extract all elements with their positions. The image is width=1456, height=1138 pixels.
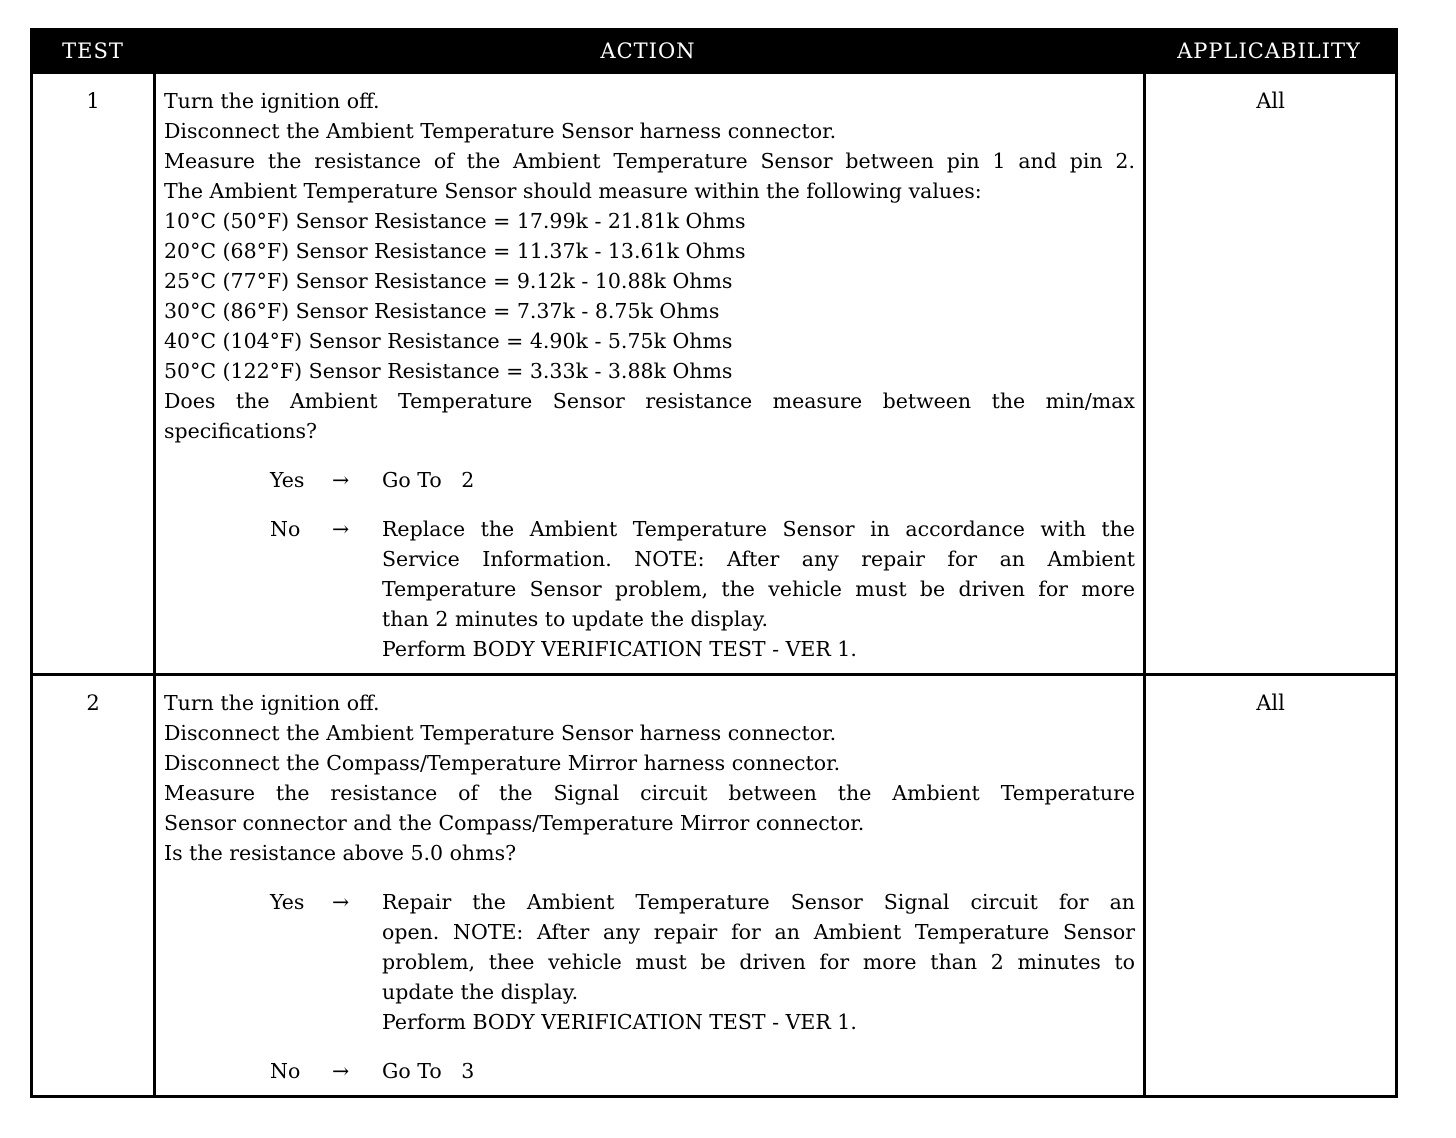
option-line: update the display. bbox=[382, 980, 579, 1004]
result-option-yes bbox=[270, 887, 1135, 1037]
action-cell bbox=[156, 676, 1146, 1095]
table-row bbox=[33, 71, 1395, 673]
action-line: Disconnect the Ambient Temperature Sensor harness connector. bbox=[164, 721, 837, 745]
arrow-icon: → bbox=[332, 890, 350, 914]
arrow-icon: → bbox=[332, 468, 350, 492]
option-action bbox=[382, 514, 1135, 664]
option-label: No bbox=[270, 1059, 301, 1083]
result-option-yes bbox=[270, 465, 1135, 495]
table-header bbox=[33, 31, 1395, 71]
option-label: No bbox=[270, 517, 301, 541]
action-line: Sensor connector and the Compass/Temperature Mirror connector. bbox=[164, 811, 865, 835]
result-option-no bbox=[270, 514, 1135, 664]
action-line: Measure the resistance of the Ambient Temperature Sensor between pin 1 and pin 2. bbox=[164, 149, 1135, 173]
action-line: 30°C (86°F) Sensor Resistance = 7.37k - 8.75k Ohms bbox=[164, 299, 720, 323]
option-label: Yes bbox=[270, 468, 305, 492]
arrow-icon: → bbox=[332, 1059, 350, 1083]
applicability: All bbox=[1256, 89, 1285, 113]
test-number: 2 bbox=[33, 676, 156, 1095]
option-line: Go To 2 bbox=[382, 468, 475, 492]
option-line: Temperature Sensor problem, the vehicle must be driven for more bbox=[382, 577, 1135, 601]
action-line: 40°C (104°F) Sensor Resistance = 4.90k - 5.75k Ohms bbox=[164, 329, 733, 353]
action-line: The Ambient Temperature Sensor should measure within the following values: bbox=[164, 179, 982, 203]
action-line: Does the Ambient Temperature Sensor resistance measure between the min/max bbox=[164, 389, 1135, 413]
action-cell bbox=[156, 74, 1146, 673]
header-action: ACTION bbox=[600, 39, 696, 63]
option-line: Service Information. NOTE: After any repair for an Ambient bbox=[382, 547, 1135, 571]
option-line: problem, thee vehicle must be driven for more than 2 minutes to bbox=[382, 950, 1135, 974]
result-option-no bbox=[270, 1056, 1135, 1086]
option-action bbox=[382, 465, 1135, 495]
option-line: than 2 minutes to update the display. bbox=[382, 607, 768, 631]
action-line: Measure the resistance of the Signal circuit between the Ambient Temperature bbox=[164, 781, 1135, 805]
option-action bbox=[382, 887, 1135, 1037]
table-row bbox=[33, 673, 1395, 1095]
action-line: 20°C (68°F) Sensor Resistance = 11.37k - 13.61k Ohms bbox=[164, 239, 746, 263]
action-line: specifications? bbox=[164, 419, 318, 443]
action-line: Turn the ignition off. bbox=[164, 89, 380, 113]
option-line: Go To 3 bbox=[382, 1059, 475, 1083]
action-line: 50°C (122°F) Sensor Resistance = 3.33k - 3.88k Ohms bbox=[164, 359, 733, 383]
option-line: Repair the Ambient Temperature Sensor Signal circuit for an bbox=[382, 890, 1135, 914]
action-line: Disconnect the Ambient Temperature Sensor harness connector. bbox=[164, 119, 837, 143]
diagnostic-test-table bbox=[30, 28, 1398, 1098]
applicability: All bbox=[1256, 691, 1285, 715]
option-line: open. NOTE: After any repair for an Ambient Temperature Sensor bbox=[382, 920, 1135, 944]
action-line: 25°C (77°F) Sensor Resistance = 9.12k - 10.88k Ohms bbox=[164, 269, 733, 293]
option-line: Perform BODY VERIFICATION TEST - VER 1. bbox=[382, 1010, 857, 1034]
option-label: Yes bbox=[270, 890, 305, 914]
option-line: Perform BODY VERIFICATION TEST - VER 1. bbox=[382, 637, 857, 661]
action-line: Turn the ignition off. bbox=[164, 691, 380, 715]
action-line: 10°C (50°F) Sensor Resistance = 17.99k - 21.81k Ohms bbox=[164, 209, 746, 233]
arrow-icon: → bbox=[332, 517, 350, 541]
option-line: Replace the Ambient Temperature Sensor in accordance with the bbox=[382, 517, 1135, 541]
header-applicability: APPLICABILITY bbox=[1177, 39, 1361, 63]
option-action bbox=[382, 1056, 1135, 1086]
header-test: TEST bbox=[62, 39, 124, 63]
action-line: Is the resistance above 5.0 ohms? bbox=[164, 841, 517, 865]
action-line: Disconnect the Compass/Temperature Mirror harness connector. bbox=[164, 751, 841, 775]
test-number: 1 bbox=[33, 74, 156, 673]
